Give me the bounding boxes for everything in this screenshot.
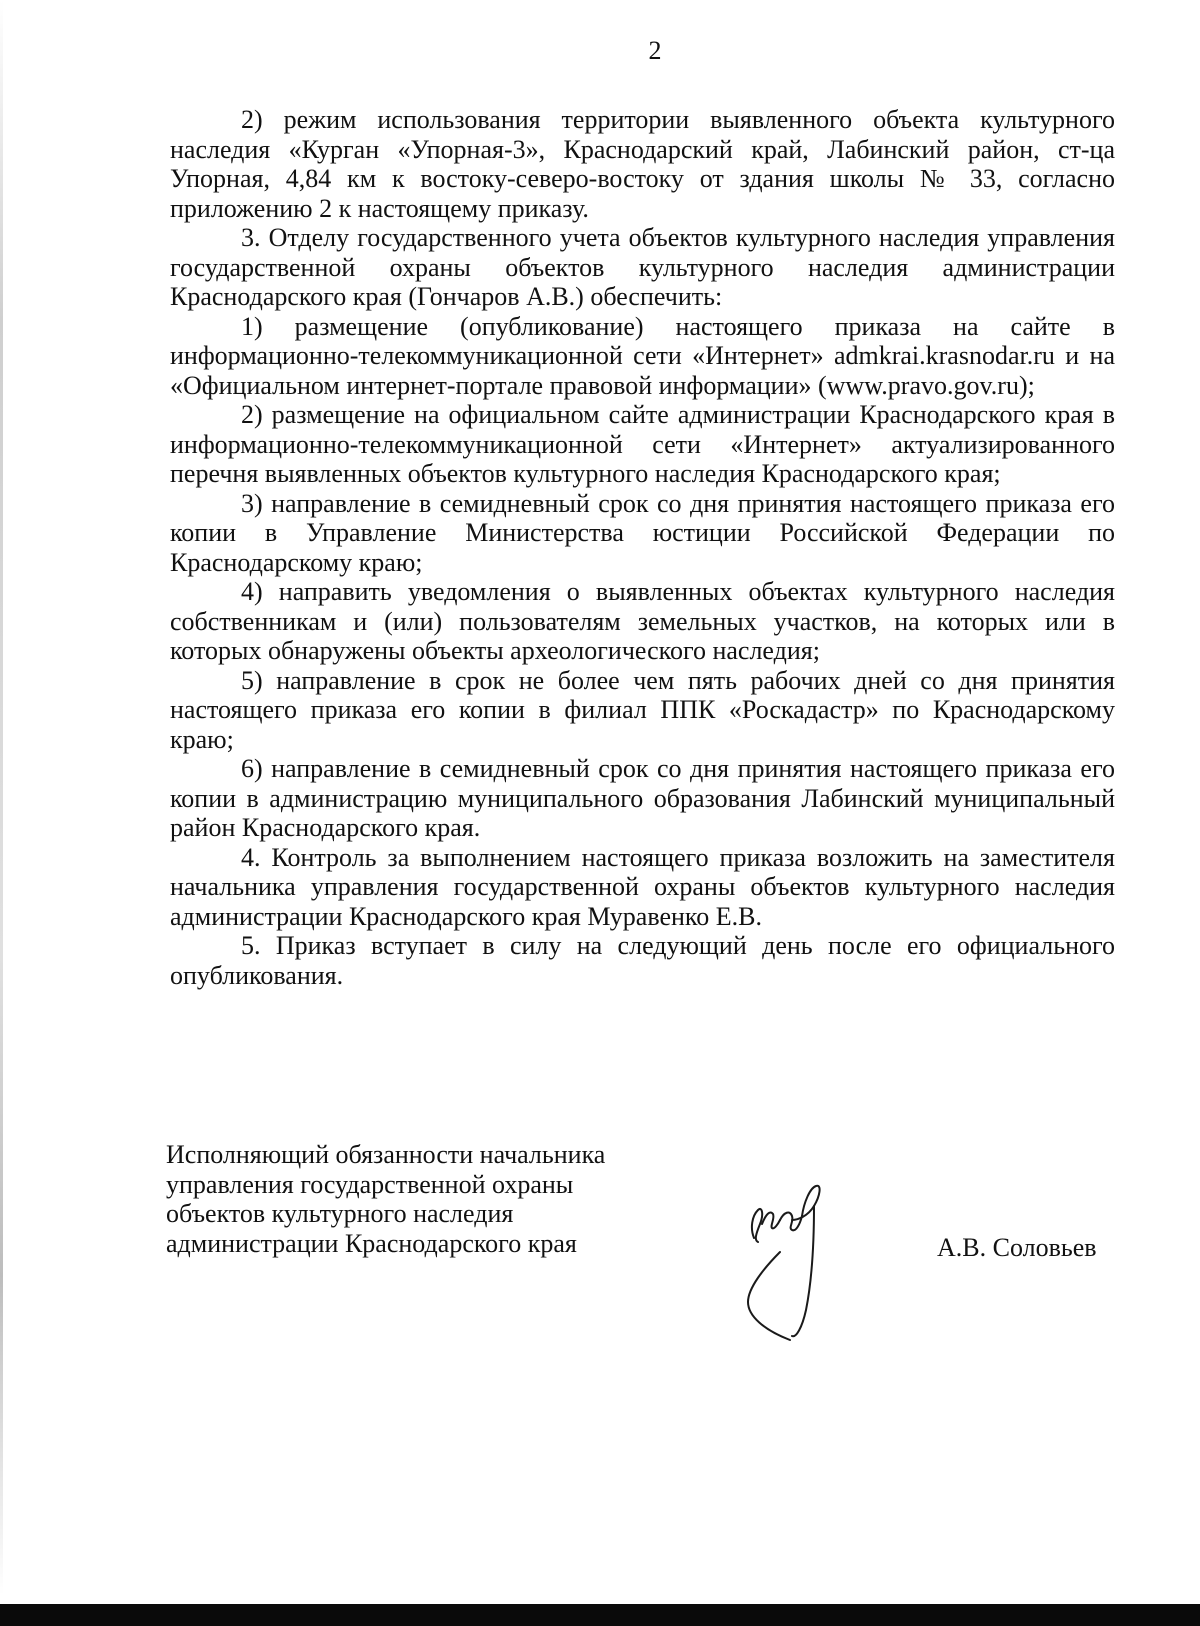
signer-position-line: администрации Краснодарского края [166,1228,577,1258]
signer-position [166,1140,605,1258]
paragraph-subpoint-3-justice: 3) направление в семидневный срок со дня принятия настоящего приказа его копии в Управление Министерства юстиции Российской Федерации по Краснодарскому краю; [170,488,1115,577]
paragraph-subpoint-6-municipality: 6) направление в семидневный срок со дня принятия настоящего приказа его копии в администрацию муниципального образования Лабинский муниципальный район Краснодарского края. [170,754,1115,842]
paragraph-subpoint-4-notifications: 4) направить уведомления о выявленных объектах культурного наследия собственникам и (или) пользователям земельных участков, на которых или в которых обнаружены объекты археологического наследия; [170,577,1115,665]
paragraph-point-3: 3. Отделу государственного учета объектов культурного наследия управления государственной охраны объектов культурного наследия администрации Краснодарского края (Гончаров А.В.) обеспечить: [170,223,1115,311]
signer-name: А.В. Соловьев [937,1233,1097,1262]
signer-position-line: Исполняющий обязанности начальника [166,1140,606,1169]
paragraph-item-2-regime: 2) режим использования территории выявленного объекта культурного наследия «Курган «Упорная-3», Краснодарский край, Лабинский район, ст-ца Упорная, 4,84 км к востоку-северо-востоку от здания школы № 33, согласно приложению 2 к настоящему приказу. [170,105,1115,223]
paragraph-subpoint-2-website: 2) размещение на официальном сайте администрации Краснодарского края в информационно-телекоммуникационной сети «Интернет» актуализированного перечня выявленных объектов культурного наследия Краснодарского края; [170,400,1115,488]
paragraph-point-5-effect: 5. Приказ вступает в силу на следующий день после его официального опубликования. [170,931,1115,990]
document-body [170,105,1115,990]
paragraph-subpoint-1-publication: 1) размещение (опубликование) настоящего приказа на сайте в информационно-телекоммуникационной сети «Интернет» admkrai.krasnodar.ru и на «Официальном интернет-портале правовой информации» (www.pravo.gov.ru); [170,311,1115,400]
handwritten-signature [740,1180,850,1350]
page-number: 2 [648,36,662,65]
signer-position-line: управления государственной охраны [166,1169,574,1199]
scan-bottom-border [0,1604,1200,1626]
paragraph-point-4-control: 4. Контроль за выполнением настоящего приказа возложить на заместителя начальника управления государственной охраны объектов культурного наследия администрации Краснодарского края Муравенко Е.В. [170,842,1115,931]
scan-left-edge [0,0,3,1595]
paragraph-subpoint-5-roskadastr: 5) направление в срок не более чем пять рабочих дней со дня принятия настоящего приказа его копии в филиал ППК «Роскадастр» по Краснодарскому краю; [170,665,1115,754]
signer-position-line: объектов культурного наследия [166,1199,514,1228]
